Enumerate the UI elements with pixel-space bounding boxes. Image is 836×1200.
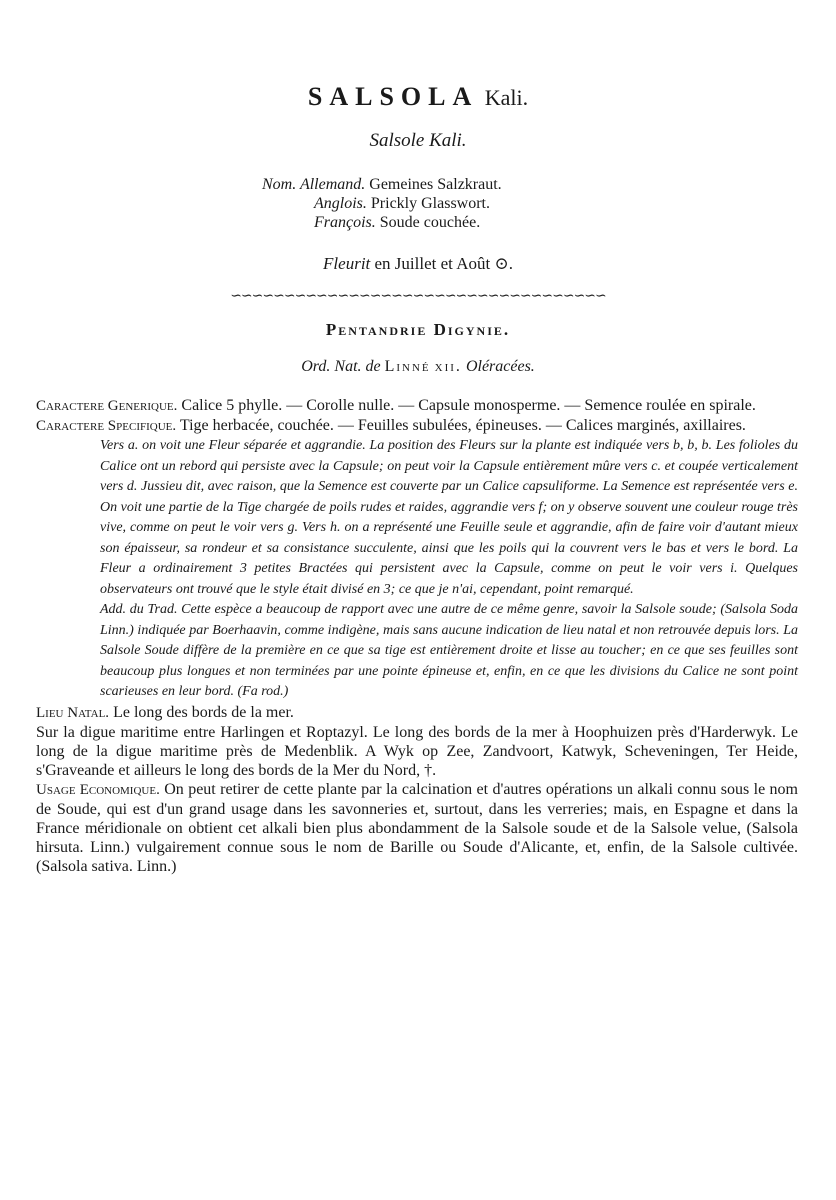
habitat-text: Le long des bords de la mer. [113, 703, 294, 721]
annual-symbol: ⊙. [494, 254, 513, 273]
name-french [262, 213, 662, 232]
flowering-label: Fleurit [323, 254, 371, 273]
specific-label: Caractere Specifique. [36, 418, 177, 434]
description-body [36, 396, 798, 876]
habitat [36, 703, 798, 723]
usage-label: Usage Economique. [36, 781, 160, 798]
usage-text: On peut retirer de cette plante par la calcination et d'autres opérations un alkali connu sous le nom de Soude, qui est d'un grand usage dans les savonneries et, surtout, dans les verreries; mais, en Espagne et dans la France méridionale on obtient cet alkali bien plus abondamment de la Salsole soude et de la Salsole velue, (Salsola hirsuta. Linn.) vulgairement connue sous le nom de Barille ou Soude d'Alicante, et, enfin, de la Salsole cultivée. (Salsola sativa. Linn.) [36, 780, 799, 875]
linnaean-class: Pentandrie Digynie. [325, 320, 511, 339]
economic-usage [36, 780, 798, 876]
specific-text: Tige herbacée, couchée. — Feuilles subulées, épineuses. — Calices marginés, axillaires. [179, 417, 746, 434]
name-english-label: Anglois. [314, 195, 367, 212]
habitat-label: Lieu Natal. [36, 704, 110, 721]
ornament-divider: ∽∽∽∽∽∽∽∽∽∽∽∽∽∽∽∽∽∽∽∽∽∽∽∽∽∽∽∽∽∽∽∽∽∽∽ [230, 289, 606, 304]
flowering-line [0, 254, 836, 274]
generic-text: Calice 5 phylle. — Corolle nulle. — Capsule monosperme. — Semence roulée en spirale. [181, 397, 756, 414]
name-french-value: Soude couchée. [379, 214, 481, 231]
generic-character [36, 396, 798, 416]
habitat-localities: Sur la digue maritime entre Harlingen et Roptazyl. Le long des bords de la mer à Hoophuizen près d'Harderwyk. Le long de la digue maritime près de Medenblik. A Wyk op Zee, Zandvoort, Katwyk, Scheveningen, Ter Heide, s'Graveande et ailleurs le long des bords de la Mer du Nord, †. [36, 723, 798, 779]
french-subtitle: Salsole Kali. [369, 130, 467, 151]
name-english-value: Prickly Glasswort. [370, 195, 490, 212]
specific-character [36, 416, 798, 436]
translator-addition: Add. du Trad. Cette espèce a beaucoup de rapport avec une autre de ce même genre, savoir la Salsole soude; (Salsola Soda Linn.) indiquée par Boerhaavin, comme indigène, mais sans aucune indication de lieu natal et non retrouvée depuis lors. La Salsole Soude diffère de la première en ce que sa tige est entièrement droite et lisse au toucher; en ce que ses feuilles sont beaucoup plus longues et non terminées par une pointe épineuse et, enfin, en ce que les divisions du Calice ne sont point scarieuses en leur bord. (Fa rod.) [100, 602, 798, 699]
name-german-label: Nom. Allemand. [262, 176, 366, 193]
genus-name: SALSOLA [307, 82, 479, 111]
natural-order [0, 358, 836, 376]
name-german-value: Gemeines Salzkraut. [369, 176, 502, 193]
figure-notes: Vers a. on voit une Fleur séparée et aggrandie. La position des Fleurs sur la plante est indiquée vers b, b, b. Les folioles du Calice ont un rebord qui persiste avec la Capsule; on peut voir la Capsule entièrement mûre vers c. et coupée verticalement vers d. Jussieu dit, avec raison, que la Semence est couverte par un Calice capsuliforme. La Semence est représentée vers e. On voit une partie de la Tige chargée de poils rudes et raides, aggrandie vers f; on y observe souvent une couleur rouge très vive, comme on peut le voir vers g. Vers h. on a représenté une Feuille seule et aggrandie, afin de faire voir d'autant mieux son épaisseur, sa rondeur et sa consistance succulente, ainsi que les poils qui la couvrent vers le bas et vers le bord. La Fleur a ordinairement 3 petites Bractées qui persistent avec la Capsule, comme on peut le voir vers i. Quelques observateurs ont trouvé que le style était divisé en 3; ce que je n'ai, cependant, point remarqué. [100, 438, 798, 597]
common-names [262, 175, 662, 232]
flowering-text: en Juillet et Août [374, 254, 491, 273]
species-name: Kali. [484, 85, 529, 110]
page-title [0, 82, 836, 112]
order-author: Linné [384, 358, 431, 375]
order-family: Oléracées. [465, 358, 535, 375]
generic-label: Caractere Generique. [36, 398, 178, 414]
name-german [262, 175, 662, 194]
name-english [262, 194, 662, 213]
name-french-label: François. [314, 214, 376, 231]
order-prefix: Ord. Nat. de [301, 358, 381, 375]
order-number: xii. [434, 358, 462, 375]
